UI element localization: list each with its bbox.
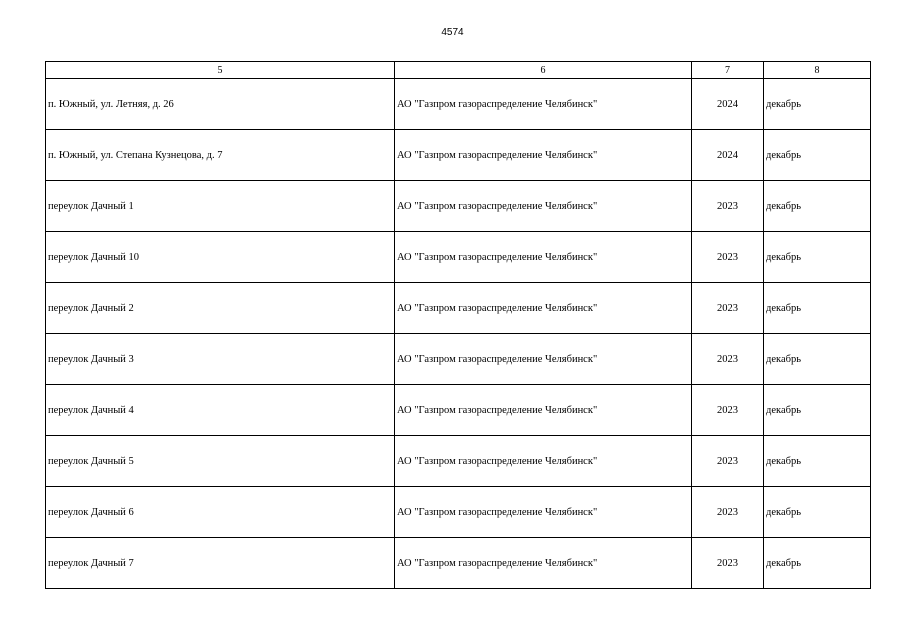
year-cell: 2023 (692, 334, 764, 385)
table-row (46, 181, 871, 232)
table-row (46, 79, 871, 130)
organization-cell: АО "Газпром газораспределение Челябинск" (395, 232, 692, 283)
month-cell: декабрь (764, 487, 871, 538)
organization-cell: АО "Газпром газораспределение Челябинск" (395, 181, 692, 232)
registry-table (45, 61, 871, 589)
month-cell: декабрь (764, 79, 871, 130)
column-header-6: 6 (395, 62, 692, 79)
address-cell: п. Южный, ул. Степана Кузнецова, д. 7 (46, 130, 395, 181)
table-row (46, 538, 871, 589)
table-row (46, 283, 871, 334)
table-row (46, 487, 871, 538)
column-header-7: 7 (692, 62, 764, 79)
organization-cell: АО "Газпром газораспределение Челябинск" (395, 79, 692, 130)
month-cell: декабрь (764, 436, 871, 487)
month-cell: декабрь (764, 283, 871, 334)
address-cell: переулок Дачный 3 (46, 334, 395, 385)
organization-cell: АО "Газпром газораспределение Челябинск" (395, 436, 692, 487)
page-number: 4574 (441, 27, 464, 38)
month-cell: декабрь (764, 334, 871, 385)
month-cell: декабрь (764, 232, 871, 283)
table-row (46, 334, 871, 385)
address-cell: переулок Дачный 5 (46, 436, 395, 487)
table-row (46, 232, 871, 283)
year-cell: 2023 (692, 538, 764, 589)
column-header-8: 8 (764, 62, 871, 79)
organization-cell: АО "Газпром газораспределение Челябинск" (395, 538, 692, 589)
address-cell: переулок Дачный 6 (46, 487, 395, 538)
address-cell: переулок Дачный 10 (46, 232, 395, 283)
column-header-5: 5 (46, 62, 395, 79)
year-cell: 2023 (692, 181, 764, 232)
address-cell: переулок Дачный 4 (46, 385, 395, 436)
year-cell: 2023 (692, 487, 764, 538)
table-row (46, 385, 871, 436)
organization-cell: АО "Газпром газораспределение Челябинск" (395, 385, 692, 436)
month-cell: декабрь (764, 130, 871, 181)
year-cell: 2024 (692, 130, 764, 181)
address-cell: переулок Дачный 1 (46, 181, 395, 232)
month-cell: декабрь (764, 538, 871, 589)
organization-cell: АО "Газпром газораспределение Челябинск" (395, 130, 692, 181)
table-header-row (46, 62, 871, 79)
month-cell: декабрь (764, 385, 871, 436)
organization-cell: АО "Газпром газораспределение Челябинск" (395, 487, 692, 538)
year-cell: 2023 (692, 283, 764, 334)
organization-cell: АО "Газпром газораспределение Челябинск" (395, 334, 692, 385)
address-cell: переулок Дачный 7 (46, 538, 395, 589)
year-cell: 2024 (692, 79, 764, 130)
table-row (46, 130, 871, 181)
table-row (46, 436, 871, 487)
month-cell: декабрь (764, 181, 871, 232)
address-cell: переулок Дачный 2 (46, 283, 395, 334)
address-cell: п. Южный, ул. Летняя, д. 26 (46, 79, 395, 130)
year-cell: 2023 (692, 385, 764, 436)
year-cell: 2023 (692, 232, 764, 283)
organization-cell: АО "Газпром газораспределение Челябинск" (395, 283, 692, 334)
year-cell: 2023 (692, 436, 764, 487)
